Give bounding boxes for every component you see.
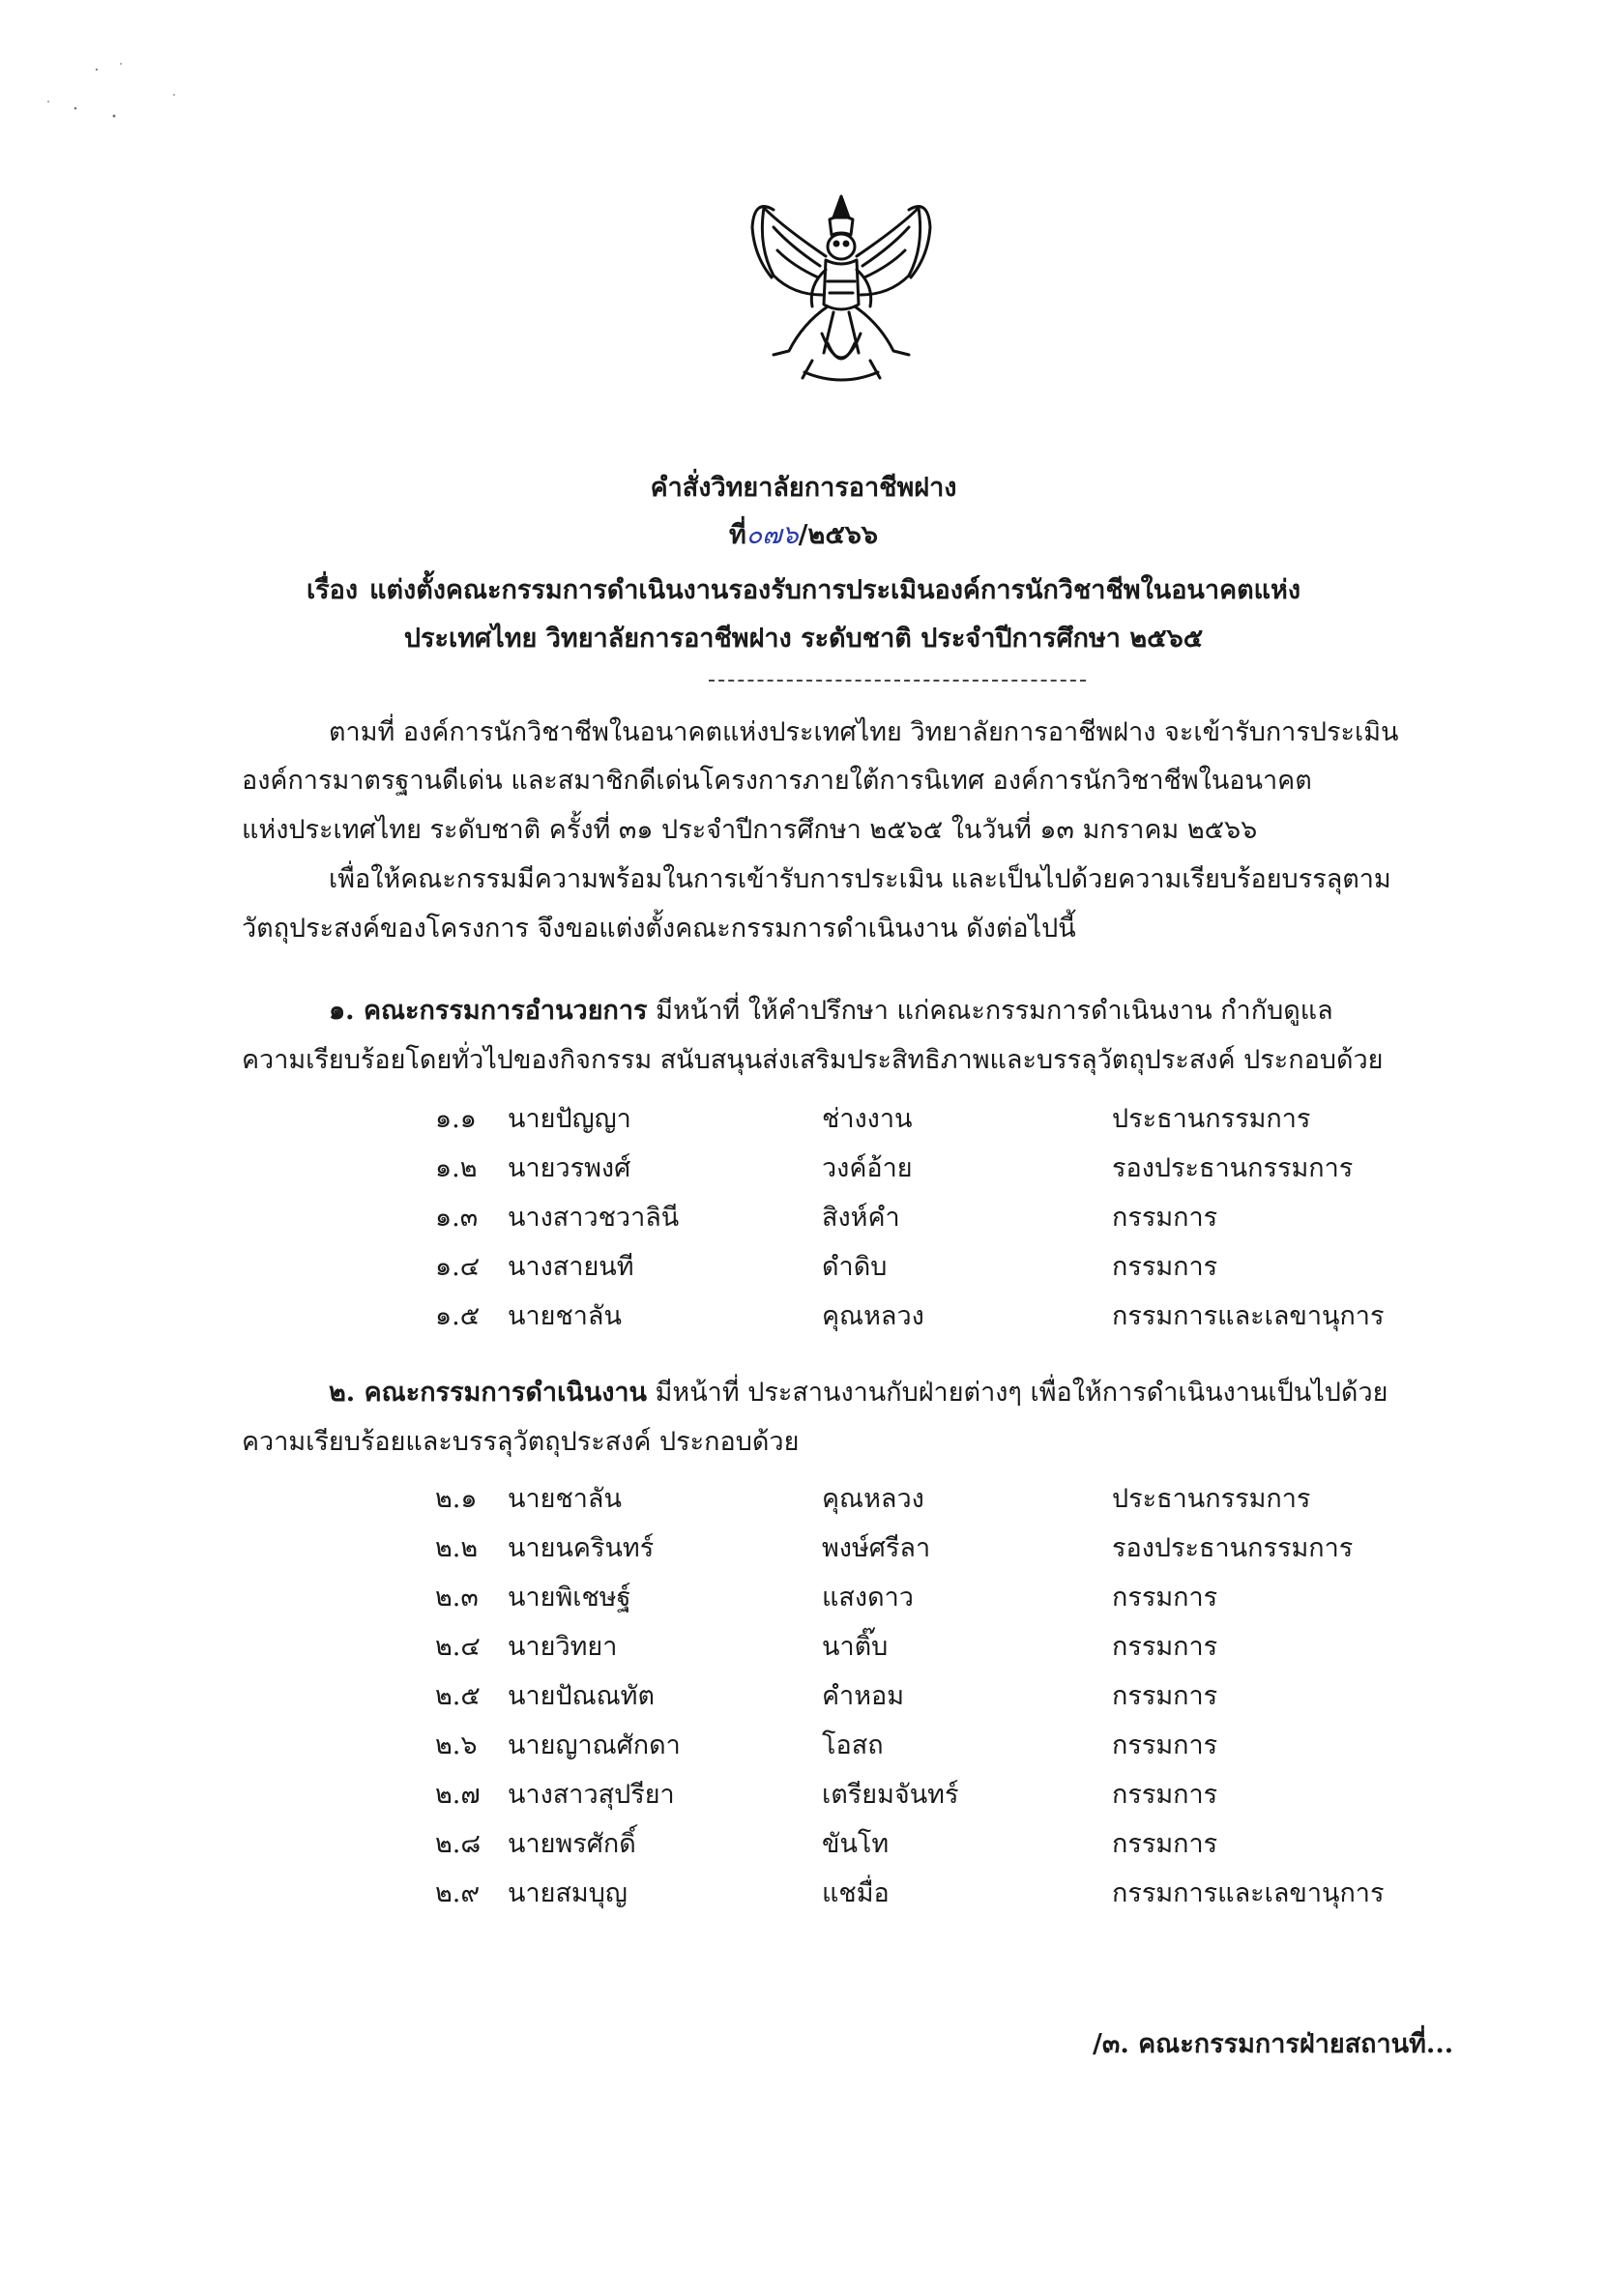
section1-heading: ๑. คณะกรรมการอำนวยการ <box>329 996 648 1026</box>
member-last-name: คุณหลวง <box>822 1484 924 1514</box>
member-first-name: นายนครินทร์ <box>508 1533 655 1563</box>
order-number <box>0 513 1607 555</box>
order-prefix: ที่ <box>728 520 746 550</box>
member-row <box>0 1097 1607 1136</box>
order-number-handwritten: ๐๗๖ <box>745 520 799 550</box>
member-first-name: นายวิทยา <box>508 1632 618 1662</box>
member-last-name: ช่างงาน <box>822 1104 913 1134</box>
member-row <box>0 1674 1607 1713</box>
member-row <box>0 1196 1607 1235</box>
member-first-name: นายพรศักดิ์ <box>508 1829 636 1859</box>
member-number: ๒.๘ <box>435 1829 482 1859</box>
separator-dashed <box>709 680 1086 682</box>
intro-line-3: แห่งประเทศไทย ระดับชาติ ครั้งที่ ๓๑ ประจำปีการศึกษา ๒๕๖๕ ในวันที่ ๑๓ มกราคม ๒๕๖๖ <box>242 815 1258 845</box>
member-first-name: นางสายนที <box>508 1252 634 1282</box>
subject-text-1: แต่งตั้งคณะกรรมการดำเนินงานรองรับการประเมินองค์การนักวิชาชีพในอนาคตแห่ง <box>369 575 1301 605</box>
member-row <box>0 1773 1607 1812</box>
scan-specks <box>39 48 193 126</box>
section2-intro <box>329 1371 1547 1412</box>
member-role: ประธานกรรมการ <box>1112 1104 1311 1134</box>
member-first-name: นายปัณณทัต <box>508 1681 656 1711</box>
member-role: กรรมการ <box>1112 1632 1218 1662</box>
section2-heading: ๒. คณะกรรมการดำเนินงาน <box>329 1378 648 1408</box>
member-number: ๑.๕ <box>435 1301 481 1331</box>
subject-label: เรื่อง <box>306 575 359 605</box>
order-issuer: คำสั่งวิทยาลัยการอาชีพฝาง <box>650 473 957 503</box>
subject-line-1 <box>0 568 1607 610</box>
member-number: ๑.๓ <box>435 1203 479 1233</box>
intro-line-2: องค์การมาตรฐานดีเด่น และสมาชิกดีเด่นโครงการภายใต้การนิเทศ องค์การนักวิชาชีพในอนาคต <box>242 766 1312 796</box>
member-last-name: แสงดาว <box>822 1583 914 1613</box>
member-row <box>0 1822 1607 1861</box>
member-first-name: นายวรพงศ์ <box>508 1153 631 1183</box>
member-role: รองประธานกรรมการ <box>1112 1153 1354 1183</box>
member-number: ๒.๕ <box>435 1681 481 1711</box>
member-role: กรรมการ <box>1112 1252 1218 1282</box>
section1-desc-1: มีหน้าที่ ให้คำปรึกษา แก่คณะกรรมการดำเนินงาน กำกับดูแล <box>656 996 1333 1026</box>
member-first-name: นางสาวชวาลินี <box>508 1203 680 1233</box>
section1-intro <box>329 989 1547 1031</box>
section2-desc-2: ความเรียบร้อยและบรรลุวัตถุประสงค์ ประกอบด้วย <box>242 1427 800 1457</box>
member-number: ๒.๒ <box>435 1533 479 1563</box>
order-suffix: /๒๕๖๖ <box>798 520 879 550</box>
member-role: กรรมการและเลขานุการ <box>1112 1878 1385 1908</box>
member-row <box>0 1526 1607 1565</box>
member-number: ๑.๔ <box>435 1252 481 1282</box>
member-number: ๒.๗ <box>435 1780 481 1810</box>
member-last-name: พงษ์ศรีลา <box>822 1533 931 1563</box>
member-role: ประธานกรรมการ <box>1112 1484 1311 1514</box>
member-first-name: นายปัญญา <box>508 1104 631 1134</box>
member-first-name: นายพิเชษฐ์ <box>508 1583 631 1613</box>
member-last-name: นาติ๊บ <box>822 1632 889 1662</box>
garuda-emblem-icon <box>745 189 938 392</box>
member-last-name: สิงห์คำ <box>822 1203 900 1233</box>
member-last-name: เตรียมจันทร์ <box>822 1780 959 1810</box>
member-last-name: คุณหลวง <box>822 1301 924 1331</box>
member-role: กรรมการ <box>1112 1730 1218 1760</box>
member-row <box>0 1245 1607 1284</box>
member-role: กรรมการ <box>1112 1829 1218 1859</box>
member-role: กรรมการ <box>1112 1203 1218 1233</box>
member-number: ๑.๑ <box>435 1104 477 1134</box>
member-number: ๒.๑ <box>435 1484 478 1514</box>
section2-desc-1: มีหน้าที่ ประสานงานกับฝ่ายต่างๆ เพื่อให้การดำเนินงานเป็นไปด้วย <box>655 1378 1388 1408</box>
member-last-name: คำหอม <box>822 1681 905 1711</box>
member-number: ๑.๒ <box>435 1153 478 1183</box>
continuation-note: /๓. คณะกรรมการฝ่ายสถานที่... <box>1093 2029 1454 2059</box>
member-role: กรรมการและเลขานุการ <box>1112 1301 1385 1331</box>
member-row <box>0 1625 1607 1664</box>
member-last-name: วงค์อ้าย <box>822 1153 913 1183</box>
member-number: ๒.๖ <box>435 1730 478 1760</box>
member-last-name: แชมื่อ <box>822 1878 890 1908</box>
member-first-name: นายชาลัน <box>508 1301 622 1331</box>
member-role: กรรมการ <box>1112 1681 1218 1711</box>
member-number: ๒.๔ <box>435 1632 481 1662</box>
member-first-name: นายญาณศักดา <box>508 1730 681 1760</box>
member-row <box>0 1147 1607 1185</box>
member-role: กรรมการ <box>1112 1583 1218 1613</box>
subject-line-2: ประเทศไทย วิทยาลัยการอาชีพฝาง ระดับชาติ ประจำปีการศึกษา ๒๕๖๕ <box>403 624 1204 654</box>
member-row <box>0 1477 1607 1516</box>
member-row <box>0 1724 1607 1762</box>
member-last-name: ดำดิบ <box>822 1252 888 1282</box>
member-role: รองประธานกรรมการ <box>1112 1533 1354 1563</box>
intro-line-1: ตามที่ องค์การนักวิชาชีพในอนาคตแห่งประเทศไทย วิทยาลัยการอาชีพฝาง จะเข้ารับการประเมิน <box>329 717 1399 747</box>
member-last-name: ขันโท <box>822 1829 890 1859</box>
member-row <box>0 1872 1607 1910</box>
section1-desc-2: ความเรียบร้อยโดยทั่วไปของกิจกรรม สนับสนุนส่งเสริมประสิทธิภาพและบรรลุวัตถุประสงค์ ประกอบด้วย <box>242 1045 1384 1075</box>
member-first-name: นายชาลัน <box>508 1484 622 1514</box>
member-last-name: โอสถ <box>822 1730 884 1760</box>
member-row <box>0 1576 1607 1614</box>
intro-line-5: วัตถุประสงค์ของโครงการ จึงขอแต่งตั้งคณะกรรมการดำเนินงาน ดังต่อไปนี้ <box>242 914 1076 944</box>
member-first-name: นายสมบุญ <box>508 1878 628 1908</box>
member-first-name: นางสาวสุปรียา <box>508 1780 675 1810</box>
member-number: ๒.๓ <box>435 1583 479 1613</box>
intro-line-4: เพื่อให้คณะกรรมมีความพร้อมในการเข้ารับการประเมิน และเป็นไปด้วยความเรียบร้อยบรรลุตาม <box>329 864 1391 894</box>
member-row <box>0 1294 1607 1333</box>
member-role: กรรมการ <box>1112 1780 1218 1810</box>
member-number: ๒.๙ <box>435 1878 481 1908</box>
